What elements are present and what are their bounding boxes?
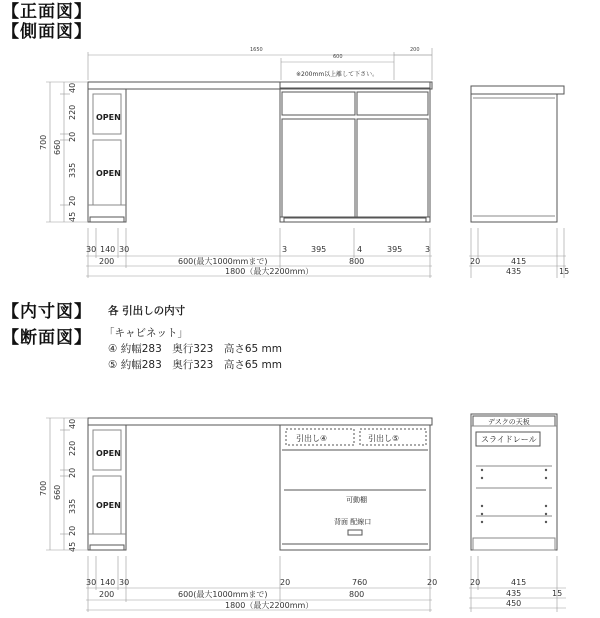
drawer-spec-cabinet: 「キャビネット」 <box>104 327 188 339</box>
front-cabinet-width: 800 <box>349 257 365 266</box>
front-bottom-dim-2: 140 <box>100 245 116 254</box>
front-shelf-open-label-2: OPEN <box>96 169 121 178</box>
front-bottom-dim-5: 395 <box>311 245 327 254</box>
front-vdim-6: 45 <box>68 211 77 222</box>
front-inner-height: 660 <box>53 139 62 155</box>
section-cabinet-width: 800 <box>349 590 365 599</box>
side-dim-b: 415 <box>511 257 527 266</box>
side-view <box>471 86 564 222</box>
section-bottom-dim-2: 140 <box>100 578 116 587</box>
section-inner-height: 660 <box>53 484 62 500</box>
section-bottom-dim-4: 20 <box>280 578 291 587</box>
section-overall-height: 700 <box>39 480 48 496</box>
front-top-dim-mid: 600 <box>333 54 343 60</box>
front-bottom-dim-6: 4 <box>357 245 363 254</box>
front-view-heading: 【正面図】 <box>2 2 92 22</box>
section-shelf-open-label-2: OPEN <box>96 501 121 510</box>
section-drawer5-label: 引出し⑤ <box>368 434 400 443</box>
section-bottom-dim-6: 20 <box>427 578 438 587</box>
front-bottom-dim-8: 3 <box>425 245 431 254</box>
front-top-dim-total: 1650 <box>250 47 263 53</box>
side-view-heading: 【側面図】 <box>2 22 92 42</box>
front-bottom-dim-3: 30 <box>119 245 130 254</box>
front-clearance-note: ※200mm以上離して下さい。 <box>296 71 379 78</box>
inner-dimension-heading: 【内寸図】 <box>2 302 92 322</box>
section-back-port-label: 背面 配線口 <box>334 518 372 526</box>
drawer-spec-drawer5: ⑤ 約幅283 奥行323 高さ65 mm <box>108 359 282 371</box>
section-vdim-2: 220 <box>68 440 77 456</box>
section-span-width: 600(最大1000mmまで) <box>178 590 268 599</box>
front-bottom-dim-7: 395 <box>387 245 403 254</box>
section-bottom-dim-1: 30 <box>86 578 97 587</box>
section-vdim-3: 20 <box>68 467 77 478</box>
front-total-width: 1800（最大2200mm） <box>225 267 314 276</box>
front-top-dim-right: 200 <box>410 47 420 53</box>
front-view <box>88 48 432 222</box>
section-movable-shelf-label: 可動棚 <box>346 496 367 504</box>
section-side-dim-a: 20 <box>470 578 481 587</box>
front-overall-height: 700 <box>39 134 48 150</box>
section-shelf-open-label-1: OPEN <box>96 449 121 458</box>
front-vdim-3: 20 <box>68 131 77 142</box>
front-bottom-dim-1: 30 <box>86 245 97 254</box>
section-vdim-6: 45 <box>68 541 77 552</box>
front-vdim-2: 220 <box>68 104 77 120</box>
section-vertical-dims <box>46 418 88 550</box>
section-side-dim-b: 415 <box>511 578 527 587</box>
side-dim-a: 20 <box>470 257 481 266</box>
front-span-width: 600(最大1000mmまで) <box>178 257 268 266</box>
front-shelf-open-label-1: OPEN <box>96 113 121 122</box>
section-vdim-4: 335 <box>68 498 77 514</box>
section-drawer4-label: 引出し④ <box>296 434 328 443</box>
section-side-desk-top-label: デスクの天板 <box>488 418 530 426</box>
section-total-width: 1800（最大2200mm） <box>225 601 314 610</box>
section-shelf-width: 200 <box>99 590 115 599</box>
section-vdim-1: 40 <box>68 418 77 429</box>
section-bottom-dim-5: 760 <box>352 578 368 587</box>
front-vdim-5: 20 <box>68 195 77 206</box>
front-bottom-dim-4: 3 <box>282 245 288 254</box>
section-side-slide-rail-label: スライドレール <box>481 435 537 444</box>
section-side-dim-overall: 450 <box>506 599 522 608</box>
section-view-heading: 【断面図】 <box>2 328 92 348</box>
front-vdim-1: 40 <box>68 82 77 93</box>
section-bottom-dim-3: 30 <box>119 578 130 587</box>
side-dim-total: 435 <box>506 267 522 276</box>
drawer-spec-drawer4: ④ 約幅283 奥行323 高さ65 mm <box>108 343 282 355</box>
drawer-spec-title: 各 引出しの内寸 <box>108 305 186 317</box>
front-shelf-width: 200 <box>99 257 115 266</box>
front-vdim-4: 335 <box>68 162 77 178</box>
section-vdim-5: 20 <box>68 525 77 536</box>
side-dim-overhang: 15 <box>559 267 570 276</box>
section-side-dim-total: 435 <box>506 589 522 598</box>
section-side-dim-overhang: 15 <box>552 589 563 598</box>
